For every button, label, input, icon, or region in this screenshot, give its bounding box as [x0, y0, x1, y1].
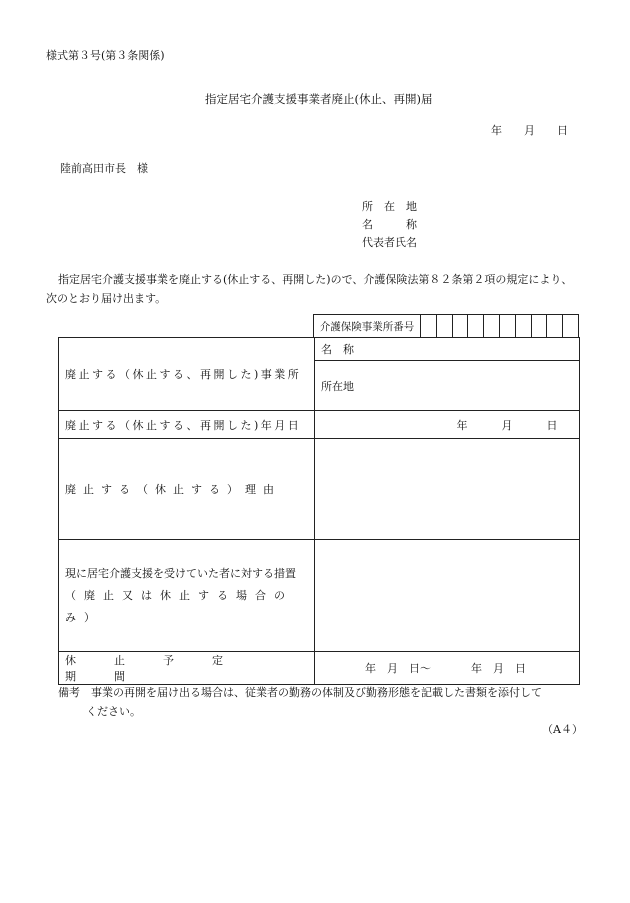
date-day: 日 [557, 124, 568, 137]
office-number-digit[interactable] [516, 315, 532, 337]
name-label: 名 称 [362, 218, 417, 231]
reason-label: 廃止する（休止する）理由 [65, 483, 281, 496]
office-name-label: 名 称 [321, 343, 354, 356]
date-line [491, 124, 568, 138]
date-label-cell [59, 411, 315, 439]
measures-value-cell[interactable] [315, 540, 580, 652]
date-value-cell[interactable] [315, 411, 580, 439]
date-year: 年 [491, 124, 502, 137]
measures-label-cell [59, 540, 315, 652]
date-value-day: 日 [546, 418, 558, 432]
office-number-digit[interactable] [437, 315, 453, 337]
period-value [321, 660, 573, 676]
notification-table [58, 337, 580, 685]
office-address-label: 所在地 [321, 379, 354, 393]
period-start: 年 月 日〜 [365, 662, 431, 675]
addressee: 陸前高田市長 様 [60, 162, 148, 175]
reason-value-cell[interactable] [315, 439, 580, 540]
office-label: 廃止する（休止する、再開した)事業所 [65, 368, 302, 381]
reason-label-cell [59, 439, 315, 540]
office-number-digit[interactable] [563, 315, 578, 337]
office-number-row [313, 314, 579, 338]
period-end: 年 月 日 [471, 662, 526, 675]
paper-size: （A４） [542, 723, 583, 736]
office-number-digit[interactable] [468, 315, 484, 337]
intro-line-2: 次のとおり届け出ます。 [46, 292, 167, 305]
representative-label: 代表者氏名 [362, 236, 417, 249]
office-address-cell[interactable] [315, 361, 580, 411]
office-name-cell[interactable] [315, 338, 580, 361]
office-number-label: 介護保険事業所番号 [314, 315, 421, 337]
form-number: 様式第３号(第３条関係) [46, 49, 165, 62]
period-value-cell[interactable] [315, 652, 580, 685]
office-number-digit[interactable] [421, 315, 437, 337]
measures-label-2: （廃止又は休止する場合のみ） [65, 588, 293, 624]
period-label: 休止予定期間 [65, 654, 261, 683]
location-label: 所 在 地 [362, 200, 417, 213]
measures-label-1: 現に居宅介護支援を受けていた者に対する措置 [65, 566, 296, 580]
date-value-year: 年 [456, 418, 468, 432]
office-label-cell [59, 338, 315, 411]
office-number-digit[interactable] [547, 315, 563, 337]
date-value-month: 月 [501, 418, 513, 432]
office-number-digit[interactable] [532, 315, 548, 337]
note-line-2: ください。 [86, 705, 141, 718]
note-line-1: 備考 事業の再開を届け出る場合は、従業者の勤務の体制及び勤務形態を記載した書類を添付して [58, 686, 542, 699]
date-label: 廃止する（休止する、再開した)年月日 [65, 418, 302, 432]
office-number-digit[interactable] [484, 315, 500, 337]
intro-line-1: 指定居宅介護支援事業を廃止する(休止する、再開した)ので、介護保険法第８２条第２項の規定により、 [58, 273, 573, 286]
page-title: 指定居宅介護支援事業者廃止(休止、再開)届 [205, 92, 433, 106]
date-value [321, 417, 573, 433]
office-number-digit[interactable] [453, 315, 469, 337]
date-month: 月 [524, 124, 535, 137]
office-number-digit[interactable] [500, 315, 516, 337]
period-label-cell [59, 652, 315, 685]
